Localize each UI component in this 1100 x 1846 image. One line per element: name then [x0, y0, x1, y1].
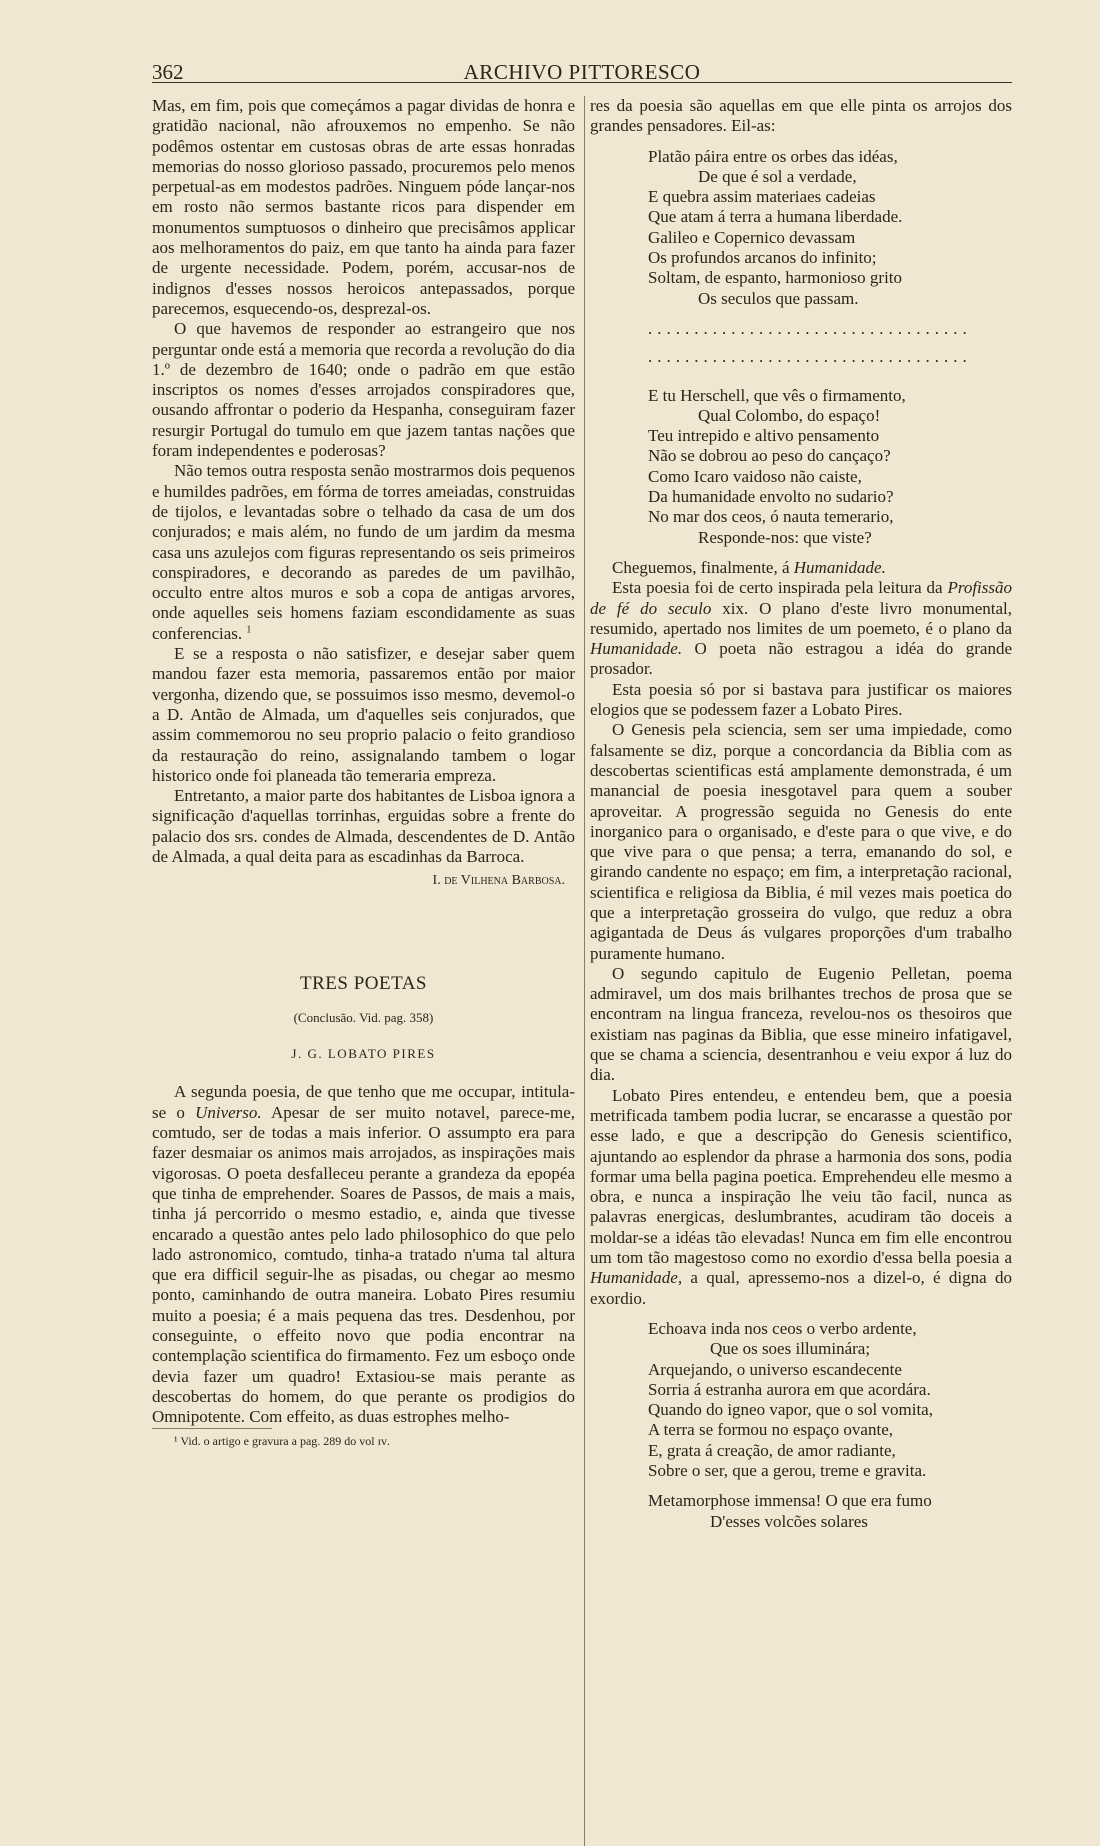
paragraph	[152, 1082, 575, 1427]
ellipsis-line: ...................................	[648, 347, 972, 367]
poem-title: Humanidade,	[590, 1268, 683, 1288]
ellipsis-line: ...................................	[648, 318, 972, 338]
poem-line: Arquejando, o universo escandecente	[648, 1359, 902, 1379]
poem-stanza	[648, 1491, 1012, 1532]
poem-line: Os seculos que passam.	[698, 288, 859, 308]
paragraph-text: Lobato Pires entendeu, e entendeu bem, que a poesia metrificada tambem podia lucrar, se encarasse a questão por esse lado, e que a descripção do Genesis scientifico, ajuntando ao esplendor da phrase a harmonia dos sons, podia formar uma bella pagina poetica. Emprehendeu elle mesmo a obra, e nunca a inspiração lhe veiu tão facil, nunca as palavras energicas, deslumbrantes, acudiram tão doceis a moldar-se a idéas tão elevadas! Nunca em fim elle encontrou um tom tão magestoso como no exordio d'essa bella poesia a	[590, 1085, 1012, 1268]
footnote: ¹ Vid. o artigo e gravura a pag. 289 do vol ɪᴠ.	[174, 1433, 390, 1448]
poem-line: No mar dos ceos, ó nauta temerario,	[648, 507, 894, 527]
header-rule	[152, 82, 1012, 83]
poem-line: Soltam, de espanto, harmonioso grito	[648, 268, 903, 288]
poem-title: Humanidade.	[793, 557, 886, 577]
poem-line: Metamorphose immensa! O que era fumo	[648, 1491, 932, 1511]
paragraph-text: Esta poesia foi de certo inspirada pela leitura da	[612, 578, 948, 598]
poem-stanza	[648, 386, 1012, 548]
poem-line: Qual Colombo, do espaço!	[698, 405, 881, 425]
poem-line: E tu Herschell, que vês o firmamento,	[648, 385, 906, 405]
paragraph-text: a qual, apressemo-nos a dizel-o, é digna do exordio.	[590, 1268, 1012, 1308]
paragraph-text: Não temos outra resposta senão mostrarmos dois pequenos e humildes padrões, em fórma de torres ameiadas, construidas de tijolos, e levantadas sobre o telhado da casa de um dos conjurados; e mais além, no fundo de um jardim da mesma casa uns azulejos com figuras representando os seis primeiros conspiradores, e decorando as paredes de um pavilhão, occulto entre altos muros e sob a copa de antigas arvores, onde aquelles seis homens faziam escondidamente as suas conferencias.	[152, 461, 575, 643]
footnote-reference: 1	[246, 624, 252, 636]
poem-line: Que atam á terra a humana liberdade.	[648, 207, 903, 227]
poem-line: Responde-nos: que viste?	[698, 527, 872, 547]
poem-line: Teu intrepido e altivo pensamento	[648, 426, 880, 446]
poem-line: Platão páira entre os orbes das idéas,	[648, 146, 898, 166]
poem-line: E quebra assim materiaes cadeias	[648, 187, 876, 207]
paragraph: E se a resposta o não satisfizer, e desejar saber quem mandou fazer esta memoria, passaremos então por maior vergonha, dizendo que, se possuimos isso mesmo, devemol-o a D. Antão de Almada, um d'aquelles seis conjurados, que assim commemorou no seu proprio palacio o feito grandioso da restauração do reino, assignalando tambem o logar historico onde foi planeada tão temeraria empreza.	[152, 644, 575, 785]
paragraph: O Genesis pela sciencia, sem ser uma impiedade, como falsamente se diz, porque a concordancia da Biblia com as descobertas scientificas está amplamente demonstrada, é um manancial de poesia inesgotavel para quem a souber aproveitar. A progressão seguida no Genesis do ente inorganico para o organisado, e d'este para o que vive, e do que vive para o que pensa; a terra, emanando do sol, e girando candente no espaço; em fim, a interpretação racional, scientifica e religiosa da Biblia, é mil vezes mais poetica do que a interpretação grosseira do vulgo, que reduz a obra agigantada de Deus ás vulgares proporções d'um trabalho puramente humano.	[590, 720, 1012, 963]
poem-stanza	[648, 1319, 1012, 1481]
paragraph	[152, 461, 575, 644]
paragraph	[590, 578, 1012, 679]
poem-line: Os profundos arcanos do infinito;	[648, 248, 877, 268]
footnote-rule	[152, 1428, 272, 1429]
article-signature: I. de Vilhena Barbosa.	[432, 873, 565, 889]
poem-line: Da humanidade envolto no sudario?	[648, 487, 894, 507]
page-header	[152, 52, 1012, 86]
poem-line: A terra se formou no espaço ovante,	[648, 1420, 893, 1440]
poem-stanza	[648, 147, 1012, 309]
book-title: Profissão de fé do seculo	[590, 578, 1012, 618]
paragraph: O segundo capitulo de Eugenio Pelletan, poema admiravel, um dos mais brilhantes trechos de prosa que se encontram na lingua franceza, revelou-nos os thesoiros que existiam nas paginas da Biblia, que esse mineiro infatigavel, que se chama a sciencia, desentranhou e veiu expor á luz do dia.	[590, 963, 1012, 1085]
paragraph: Esta poesia só por si bastava para justificar os maiores elogios que se podessem fazer a Lobato Pires.	[590, 679, 1012, 720]
poem-line: Sorria á estranha aurora em que acordára.	[648, 1379, 931, 1399]
paragraph-text: xix. O plano d'este livro monumental, resumido, apertado nos limites de um poemeto, é o plano da	[590, 598, 1012, 638]
poem-line: Não se dobrou ao peso do cançaço?	[648, 446, 891, 466]
paragraph-text: A segunda poesia, de que tenho que me occupar, intitula-se o	[152, 1082, 575, 1122]
section-subtitle: (Conclusão. Vid. pag. 358)	[293, 1009, 434, 1025]
poem-title: Humanidade.	[590, 639, 683, 659]
poem-line: Echoava inda nos ceos o verbo ardente,	[648, 1318, 917, 1338]
page-number: 362	[152, 60, 184, 84]
paragraph: Entretanto, a maior parte dos habitantes de Lisboa ignora a significação d'aquellas torrinhas, erguidas sobre a frente do palacio dos srs. condes de Almada, descendentes de D. Antão de Almada, a qual deita para as escadinhas da Barroca.	[152, 786, 575, 866]
paragraph	[590, 558, 1012, 578]
poem-line: Quando do igneo vapor, que o sol vomita,	[648, 1400, 933, 1420]
paragraph: O que havemos de responder ao estrangeiro que nos perguntar onde está a memoria que recorda a revolução do dia 1.º de dezembro de 1640; onde o padrão em que estão inscriptos os nomes d'esses arrojados conspiradores que, ousando affrontar o poderio da Hespanha, conseguiram fazer resurgir Portugal do tumulo em que jazem tantas nações que foram independentes e poderosas?	[152, 319, 575, 461]
section-title: TRES POETAS	[300, 972, 427, 994]
section-author: J. G. LOBATO PIRES	[291, 1046, 436, 1062]
paragraph-text: Apesar de ser muito notavel, parece-me, comtudo, ser de todas a mais inferior. O assumpto era para fazer desmaiar os animos mais arrojados, as inspirações mais vigorosas. O poeta desfalleceu perante a grandeza da epopéa que tinha de emprehender. Soares de Passos, de mais a mais, tinha já percorrido o mesmo estadio, e, ainda que tivesse encarado a questão antes pelo lado philosophico do que pelo lado astronomico, comtudo, tinha-a tratado n'uma tal altura que era difficil seguir-lhe as pisadas, ou chegar ao mesmo ponto, caminhando de outra maneira. Lobato Pires resumiu muito a poesia; é a mais pequena das tres. Desdenhou, por conseguinte, o effeito novo que podia encontrar na contemplação scientifica do firmamento. Fez um esboço onde devia fazer um quadro! Extasiou-se mais perante as descobertas do homem, do que perante os prodigios do Omnipotente. Com effeito, as duas estrophes melho-	[152, 1102, 575, 1427]
paragraph: res da poesia são aquellas em que elle pinta os arrojos dos grandes pensadores. Eil-as:	[590, 96, 1012, 136]
paragraph-text: Cheguemos, finalmente, á	[612, 557, 794, 577]
poem-line: Como Icaro vaidoso não caiste,	[648, 466, 862, 486]
right-column	[590, 96, 1012, 1542]
paragraph	[590, 1086, 1012, 1309]
poem-line: Galileo e Copernico devassam	[648, 227, 856, 247]
poem-line: Que os soes illuminára;	[710, 1339, 871, 1359]
poem-line: De que é sol a verdade,	[698, 166, 857, 186]
column-divider	[584, 96, 585, 1846]
journal-title: ARCHIVO PITTORESCO	[463, 60, 701, 84]
left-column	[152, 96, 575, 1451]
poem-line: E, grata á creação, de amor radiante,	[648, 1440, 896, 1460]
poem-title: Universo.	[195, 1102, 262, 1122]
poem-line: Sobre o ser, que a gerou, treme e gravita.	[648, 1461, 927, 1480]
paragraph-text: O poeta não estragou a idéa do grande prosador.	[590, 639, 1012, 679]
paragraph: Mas, em fim, pois que começámos a pagar dividas de honra e gratidão nacional, não afrouxemos no empenho. Se não podêmos ostentar em custosas obras de arte essas honradas memorias do nosso glorioso passado, procuremos pelo menos perpetual-as em modestos padrões. Ninguem póde lançar-nos em rosto não sermos bastante ricos para dispender em monumentos sumptuosos o dinheiro que precisâmos applicar aos melhoramentos do paiz, em que tanto ha ainda para fazer de urgente necessidade. Podem, porém, accusar-nos de indignos d'esses nossos heroicos antepassados, porque parecemos, esquecendo-os, desprezal-os.	[152, 96, 575, 318]
poem-line: D'esses volcões solares	[710, 1511, 868, 1531]
